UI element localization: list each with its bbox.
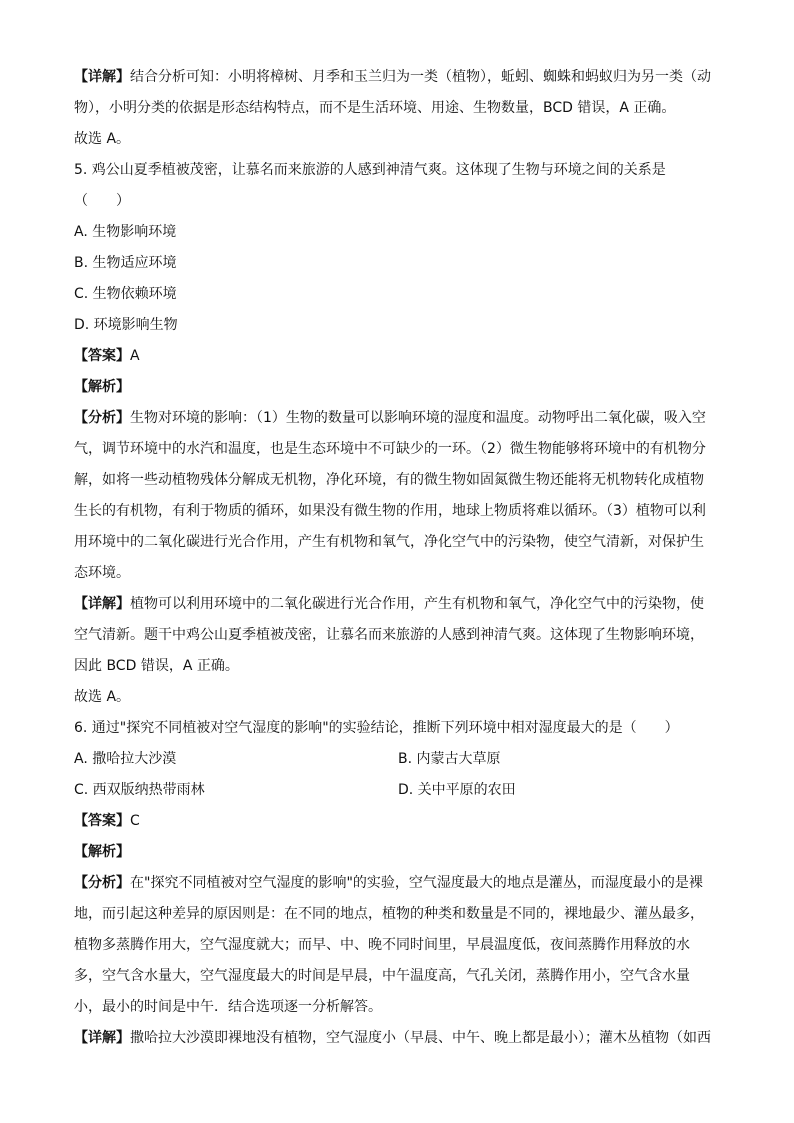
analysis-paragraph xyxy=(74,403,716,589)
analysis-title: 【解析】 xyxy=(74,844,130,860)
document-page xyxy=(74,62,716,1054)
option-c: C. 生物依赖环境 xyxy=(74,286,177,302)
detail-tag: 【详解】 xyxy=(74,69,130,85)
answer-line xyxy=(74,341,716,372)
detail-paragraph xyxy=(74,1023,716,1054)
option-c: C. 西双版纳热带雨林 xyxy=(74,782,205,798)
answer-line xyxy=(74,806,716,837)
analysis-paragraph xyxy=(74,868,716,1023)
answer-value: A xyxy=(130,348,140,364)
analysis-text: 在"探究不同植被对空气湿度的影响"的实验，空气湿度最大的地点是灌丛，而湿度最小的是裸地，而引起这种差异的原因则是：在不同的地点，植物的种类和数量是不同的，裸地最少、灌丛最多，植物多蒸腾作用大，空气湿度就大；而早、中、晚不同时间里，早晨温度低，夜间蒸腾作用释放的水多，空气含水量大，空气湿度最大的时间是早晨，中午温度高，气孔关闭，蒸腾作用小，空气含水量小，最小的时间是中午．结合选项逐一分析解答。 xyxy=(74,875,704,1015)
option-a: A. 生物影响环境 xyxy=(74,224,177,240)
option-b: B. 生物适应环境 xyxy=(74,255,177,271)
question-5-stem xyxy=(74,155,716,186)
analysis-tag: 【分析】 xyxy=(74,875,130,891)
answer-tag: 【答案】 xyxy=(74,348,130,364)
conclusion: 故选 A。 xyxy=(74,131,131,147)
answer-tag: 【答案】 xyxy=(74,813,130,829)
option-d: D. 关中平原的农田 xyxy=(398,782,516,798)
analysis-title: 【解析】 xyxy=(74,379,130,395)
question-5-text: 5. 鸡公山夏季植被茂密，让慕名而来旅游的人感到神清气爽。这体现了生物与环境之间的关系是 xyxy=(74,162,666,178)
detail-paragraph xyxy=(74,62,716,124)
detail-text: 植物可以利用环境中的二氧化碳进行光合作用，产生有机物和氧气，净化空气中的污染物，使空气清新。题干中鸡公山夏季植被茂密，让慕名而来旅游的人感到神清气爽。这体现了生物影响环境，因此 BCD 错误，A 正确。 xyxy=(74,596,704,674)
detail-tag: 【详解】 xyxy=(74,1030,130,1046)
option-d: D. 环境影响生物 xyxy=(74,317,178,333)
conclusion: 故选 A。 xyxy=(74,689,131,705)
analysis-tag: 【分析】 xyxy=(74,410,130,426)
detail-tag: 【详解】 xyxy=(74,596,130,612)
option-b: B. 内蒙古大草原 xyxy=(398,751,501,767)
detail-text: 结合分析可知：小明将樟树、月季和玉兰归为一类（植物），蚯蚓、蜘蛛和蚂蚁归为另一类（动物），小明分类的依据是形态结构特点，而不是生活环境、用途、生物数量，BCD 错误，A 正确。 xyxy=(74,69,711,116)
options-row-1 xyxy=(74,744,716,775)
question-5-blank: （ ） xyxy=(74,193,130,209)
answer-value: C xyxy=(130,813,140,829)
analysis-text: 生物对环境的影响：（1）生物的数量可以影响环境的湿度和温度。动物呼出二氧化碳，吸入空气，调节环境中的水汽和温度，也是生态环境中不可缺少的一环。（2）微生物能够将环境中的有机物分解，如将一些动植物残体分解成无机物，净化环境，有的微生物如固氮微生物还能将无机物转化成植物生长的有机物，有利于物质的循环，如果没有微生物的作用，地球上物质将难以循环。（3）植物可以利用环境中的二氧化碳进行光合作用，产生有机物和氧气，净化空气中的污染物，使空气清新，对保护生态环境。 xyxy=(74,410,706,581)
question-6-stem: 6. 通过"探究不同植被对空气湿度的影响"的实验结论，推断下列环境中相对湿度最大的是（ ） xyxy=(74,720,679,736)
option-a: A. 撒哈拉大沙漠 xyxy=(74,751,177,767)
detail-text: 撒哈拉大沙漠即裸地没有植物，空气湿度小（早晨、中午、晚上都是最小）；灌木丛植物（如西 xyxy=(130,1030,711,1046)
detail-paragraph xyxy=(74,589,716,682)
options-row-2 xyxy=(74,775,716,806)
